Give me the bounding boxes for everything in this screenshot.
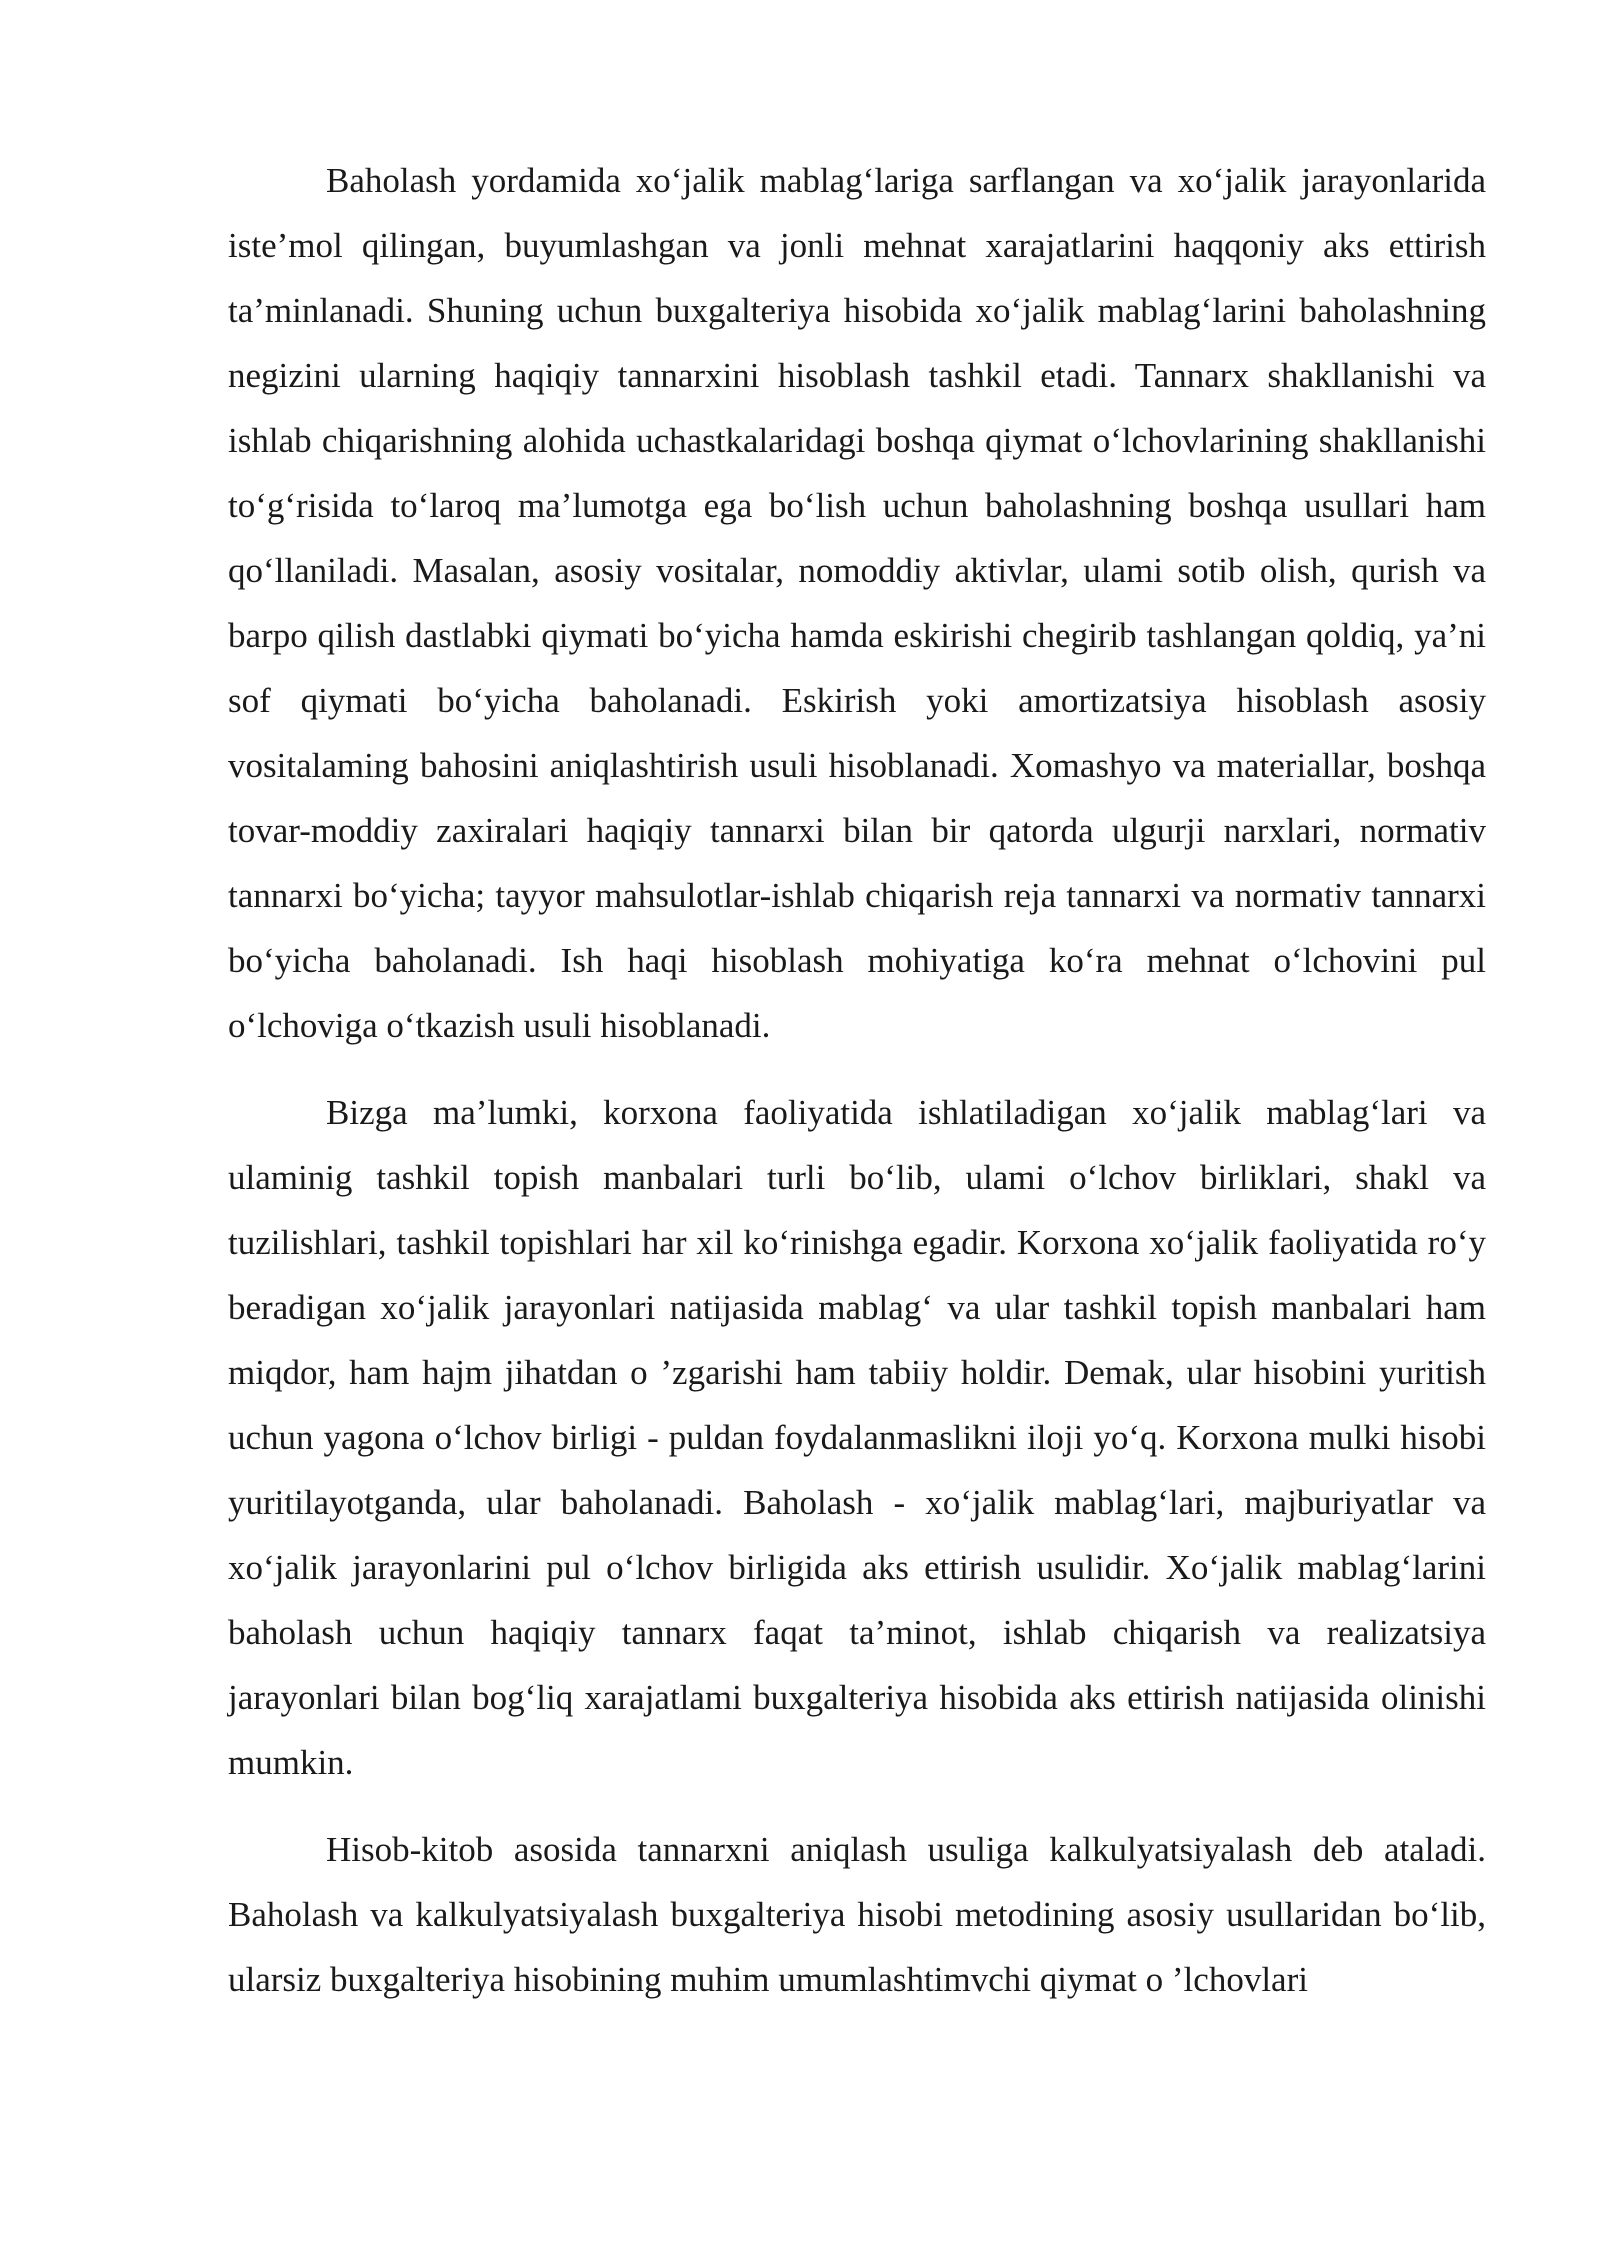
document-page — [228, 148, 1486, 2034]
paragraph-valuation-definition: Bizga ma’lumki, korxona faoliyatida ishlatiladigan xo‘jalik mablag‘lari va ulaminig tashkil topish manbalari turli bo‘lib, ulami o‘lchov birliklari, shakl va tuzilishlari, tashkil topishlari har xil ko‘rinishga egadir. Korxona xo‘jalik faoliyatida ro‘y beradigan xo‘jalik jarayonlari natijasida mablag‘ va ular tashkil topish manbalari ham miqdor, ham hajm jihatdan o ’zgarishi ham tabiiy holdir. Demak, ular hisobini yuritish uchun yagona o‘lchov birligi - puldan foydalanmaslikni iloji yo‘q. Korxona mulki hisobi yuritilayotganda, ular baholanadi. Baholash - xo‘jalik mablag‘lari, majburiyatlar va xo‘jalik jarayonlarini pul o‘lchov birligida aks ettirish usulidir. Xo‘jalik mablag‘larini baholash uchun haqiqiy tannarx faqat ta’minot, ishlab chiqarish va realizatsiya jarayonlari bilan bog‘liq xarajatlami buxgalteriya hisobida aks ettirish natijasida olinishi mumkin. — [228, 1093, 1486, 1782]
paragraph-calculation: Hisob-kitob asosida tannarxni aniqlash usuliga kalkulyatsiyalash deb ataladi. Baholash va kalkulyatsiyalash buxgalteriya hisobi metodining asosiy usullaridan bo‘lib, ularsiz buxgalteriya hisobining muhim umumlashtimvchi qiymat o ’lchovlari — [228, 1830, 1486, 1999]
paragraph-valuation-purpose: Baholash yordamida xo‘jalik mablag‘lariga sarflangan va xo‘jalik jarayonlarida iste’mol qilingan, buyumlashgan va jonli mehnat xarajatlarini haqqoniy aks ettirish ta’minlanadi. Shuning uchun buxgalteriya hisobida xo‘jalik mablag‘larini baholashning negizini ularning haqiqiy tannarxini hisoblash tashkil etadi. Tannarx shakllanishi va ishlab chiqarishning alohida uchastkalaridagi boshqa qiymat o‘lchovlarining shakllanishi to‘g‘risida to‘laroq ma’lumotga ega bo‘lish uchun baholashning boshqa usullari ham qo‘llaniladi. Masalan, asosiy vositalar, nomoddiy aktivlar, ulami sotib olish, qurish va barpo qilish dastlabki qiymati bo‘yicha hamda eskirishi chegirib tashlangan qoldiq, ya’ni sof qiymati bo‘yicha baholanadi. Eskirish yoki amortizatsiya hisoblash asosiy vositalaming bahosini aniqlashtirish usuli hisoblanadi. Xomashyo va materiallar, boshqa tovar-moddiy zaxiralari haqiqiy tannarxi bilan bir qatorda ulgurji narxlari, normativ tannarxi bo‘yicha; tayyor mahsulotlar-ishlab chiqarish reja tannarxi va normativ tannarxi bo‘yicha baholanadi. Ish haqi hisoblash mohiyatiga ko‘ra mehnat o‘lchovini pul o‘lchoviga o‘tkazish usuli hisoblanadi. — [228, 161, 1486, 1045]
